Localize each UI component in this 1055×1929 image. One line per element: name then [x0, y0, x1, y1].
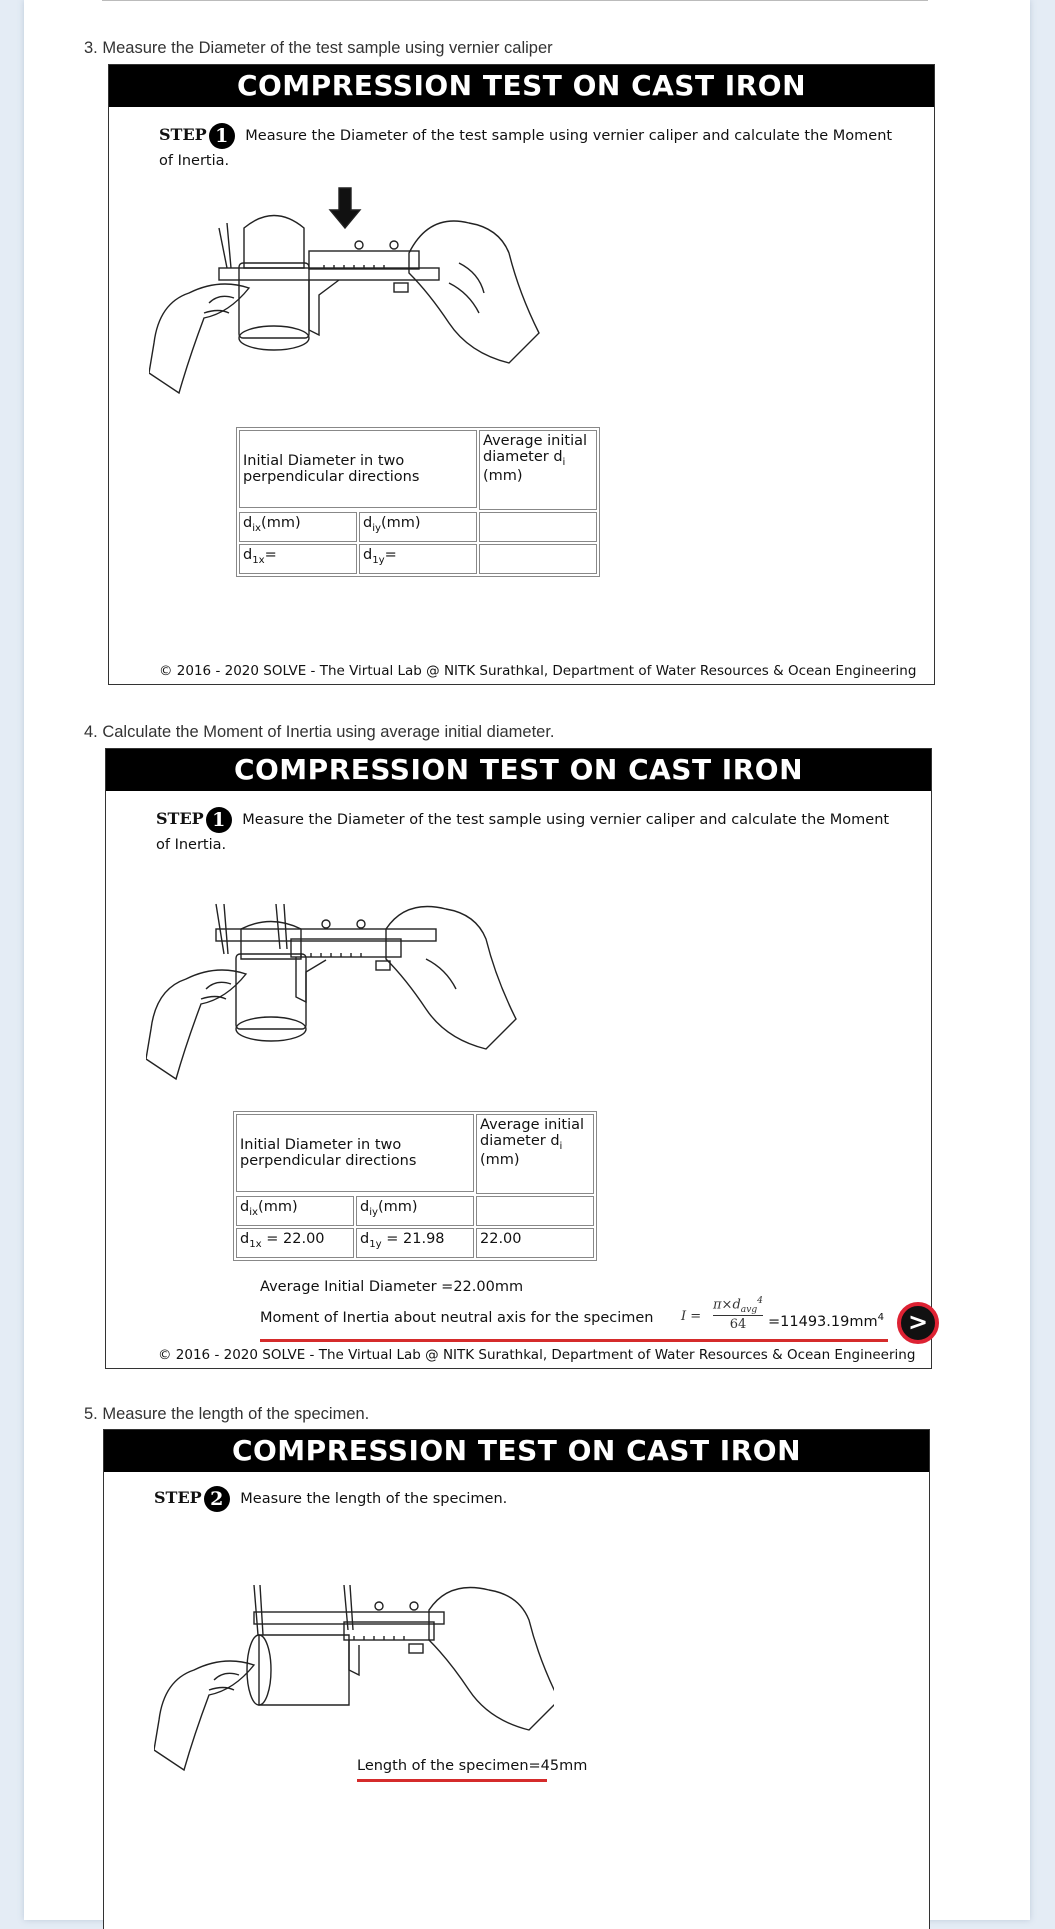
table-header-perpendicular: Initial Diameter in two perpendicular directions — [236, 1114, 474, 1192]
divider — [102, 0, 928, 1]
formula-denominator: 64 — [729, 1317, 747, 1332]
d1x-cell: $d_{1x} = 22.00$ — [236, 1228, 354, 1258]
step-label: STEP — [154, 1488, 202, 1507]
step-number-badge: 1 — [206, 807, 232, 833]
step-instruction — [154, 1486, 904, 1512]
step-3-panel — [108, 64, 935, 685]
step-3-title: 3. Measure the Diameter of the test sample using vernier caliper — [84, 39, 553, 57]
step-text: Measure the Diameter of the test sample using vernier caliper and calculate the Moment of Inertia. — [156, 812, 890, 853]
formula-numerator: $\pi\times d_{avg}^4$ — [713, 1296, 763, 1315]
average-cell — [479, 544, 597, 574]
step-label: STEP — [156, 809, 204, 828]
table-header-average: Average initial diameter $d_i$ (mm) — [476, 1114, 594, 1194]
step-4-title: 4. Calculate the Moment of Inertia using average initial diameter. — [84, 723, 555, 741]
diameter-table — [236, 427, 600, 577]
step-text: Measure the Diameter of the test sample using vernier caliper and calculate the Moment of Inertia. — [159, 128, 893, 169]
col-diy-header: $d_{iy}(mm)$ — [356, 1196, 474, 1226]
vernier-caliper-illustration — [154, 1580, 554, 1780]
formula-lhs: I = — [681, 1309, 702, 1324]
moment-of-inertia-text: Moment of Inertia about neutral axis for the specimen — [260, 1310, 654, 1326]
table-header-perpendicular: Initial Diameter in two perpendicular directions — [239, 430, 477, 508]
table-header-average: Average initial diameter $d_i$ (mm) — [479, 430, 597, 510]
vernier-caliper-illustration — [149, 183, 549, 413]
step-label: STEP — [159, 125, 207, 144]
step-5-panel — [103, 1429, 930, 1929]
col-dix-header: $d_{ix}(mm)$ — [239, 512, 357, 542]
copyright-footer: © 2016 - 2020 SOLVE - The Virtual Lab @ NITK Surathkal, Department of Water Resources & Ocean Engineering — [158, 1347, 916, 1363]
col-diy-header: $d_{iy}(mm)$ — [359, 512, 477, 542]
average-cell: 22.00 — [476, 1228, 594, 1258]
diameter-table — [233, 1111, 597, 1261]
d1x-cell[interactable]: $d_{1x}=$ — [239, 544, 357, 574]
step-instruction — [159, 123, 909, 173]
page — [24, 0, 1030, 1920]
underline — [260, 1339, 888, 1342]
moment-of-inertia-value: $=11493.19mm^4$ — [768, 1312, 885, 1330]
col-dix-header: $d_{ix}(mm)$ — [236, 1196, 354, 1226]
panel-title: COMPRESSION TEST ON CAST IRON — [106, 749, 931, 791]
step-number-badge: 2 — [204, 1486, 230, 1512]
step-4-panel — [105, 748, 932, 1369]
step-instruction — [156, 807, 906, 857]
d1y-cell[interactable]: $d_{1y}=$ — [359, 544, 477, 574]
vernier-caliper-illustration — [146, 899, 546, 1099]
panel-title: COMPRESSION TEST ON CAST IRON — [104, 1430, 929, 1472]
average-diameter-text: Average Initial Diameter =22.00mm — [260, 1279, 524, 1295]
step-5-title: 5. Measure the length of the specimen. — [84, 1405, 370, 1423]
copyright-footer: © 2016 - 2020 SOLVE - The Virtual Lab @ NITK Surathkal, Department of Water Resources & Ocean Engineering — [159, 663, 917, 679]
step-number-badge: 1 — [209, 123, 235, 149]
next-button[interactable]: > — [897, 1302, 939, 1344]
step-text: Measure the length of the specimen. — [240, 1491, 508, 1507]
underline — [357, 1779, 547, 1782]
length-result-text: Length of the specimen=45mm — [357, 1758, 588, 1774]
down-arrow-icon — [330, 188, 360, 228]
d1y-cell: $d_{1y} = 21.98$ — [356, 1228, 474, 1258]
panel-title: COMPRESSION TEST ON CAST IRON — [109, 65, 934, 107]
